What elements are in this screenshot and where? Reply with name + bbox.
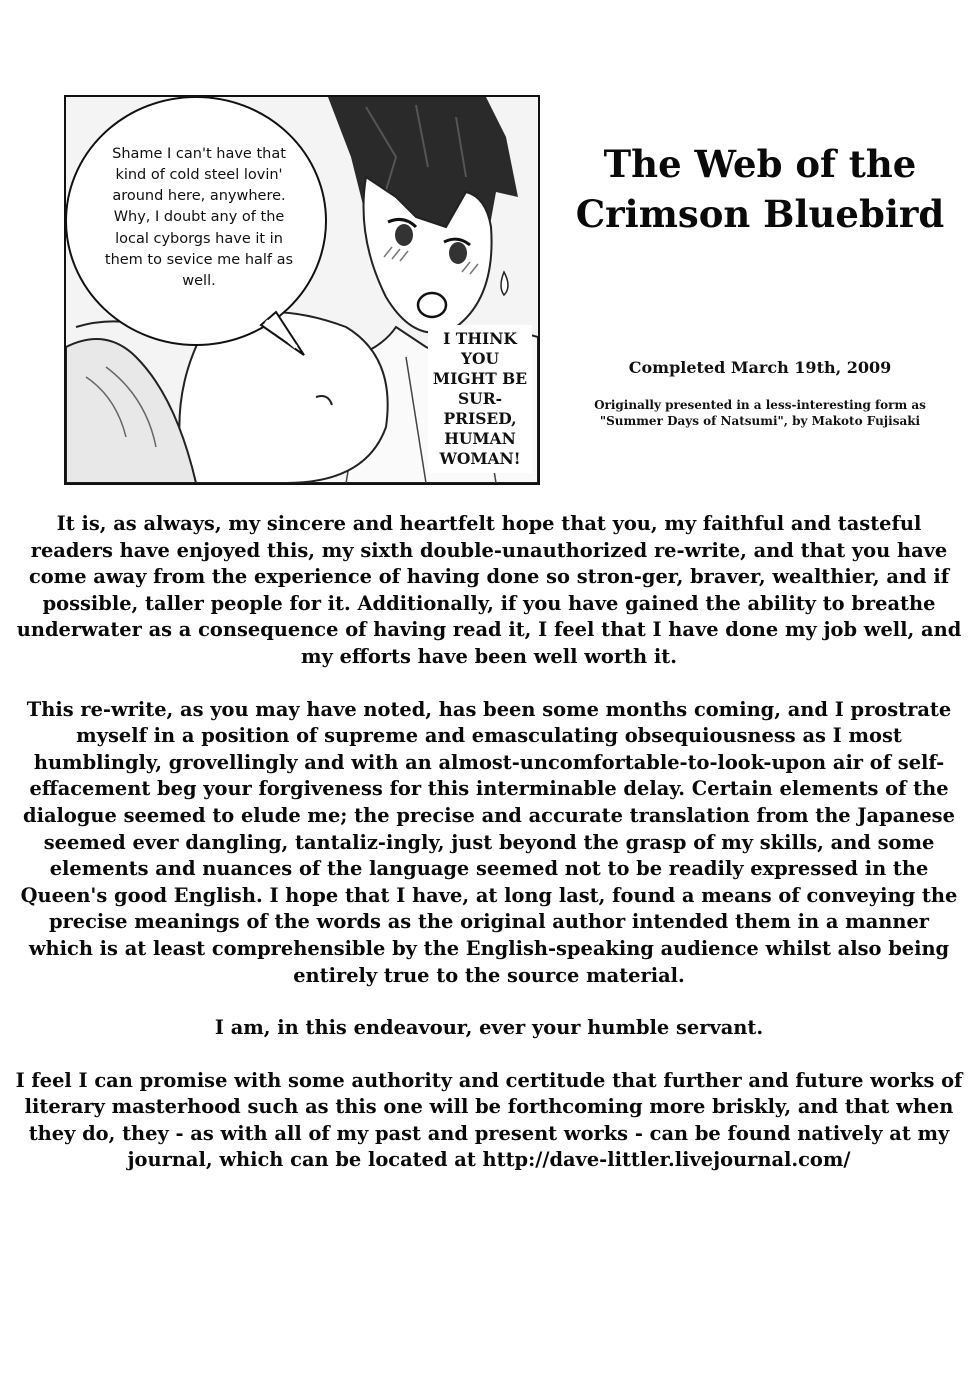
afterword-body [14,511,964,1200]
speech-bubble [74,101,330,351]
manga-panel [64,95,540,485]
speech-bubble-text: Shame I can't have that kind of cold steel lovin' around here, anywhere. Why, I doubt any of the local cyborgs have it in them to sevice me half as well. [104,146,294,289]
page-title: The Web of the Crimson Bluebird [575,142,945,236]
paragraph-2: This re-write, as you may have noted, has been some months coming, and I prostrate myself in a position of supreme and emasculating obsequiousness as I most humblingly, grovellingly and with an almost-uncomfortable-to-look-upon air of self-effacement beg your forgiveness for this interminable delay. Certain elements of the dialogue seemed to elude me; the precise and accurate translation from the Japanese seemed ever dangling, tantaliz-ingly, just beyond the grasp of my skills, and some elements and nuances of the language seemed not to be readily expressed in the Queen's good English. I hope that I have, at long last, found a means of conveying the precise meanings of the words as the original author intended them in a manner which is at least comprehensible by the English-speaking audience whilst also being entirely true to the source material. [20,697,958,987]
paragraph-3: I am, in this endeavour, ever your humble servant. [214,1016,764,1040]
paragraph-4: I feel I can promise with some authority and certitude that further and future works of literary masterhood such as this one will be forthcoming more briskly, and that when they do, they - as with all of my past and present works - can be found natively at my journal, which can be located at http://dave-littler.livejournal.com/ [15,1068,963,1172]
caption-box [428,325,532,473]
completion-date: Completed March 19th, 2009 [628,358,892,377]
caption-text: I THINK YOU MIGHT BE SUR-PRISED, HUMAN WOMAN! [432,328,528,469]
origin-credit: Originally presented in a less-interesting form as "Summer Days of Natsumi", by Makoto Fujisaki [594,398,926,429]
paragraph-1: It is, as always, my sincere and heartfelt hope that you, my faithful and tasteful readers have enjoyed this, my sixth double-unauthorized re-write, and that you have come away from the experience of having done so stron-ger, braver, wealthier, and if possible, taller people for it. Additionally, if you have gained the ability to breathe underwater as a consequence of having read it, I feel that I have done my job well, and my efforts have been well worth it. [16,512,962,668]
